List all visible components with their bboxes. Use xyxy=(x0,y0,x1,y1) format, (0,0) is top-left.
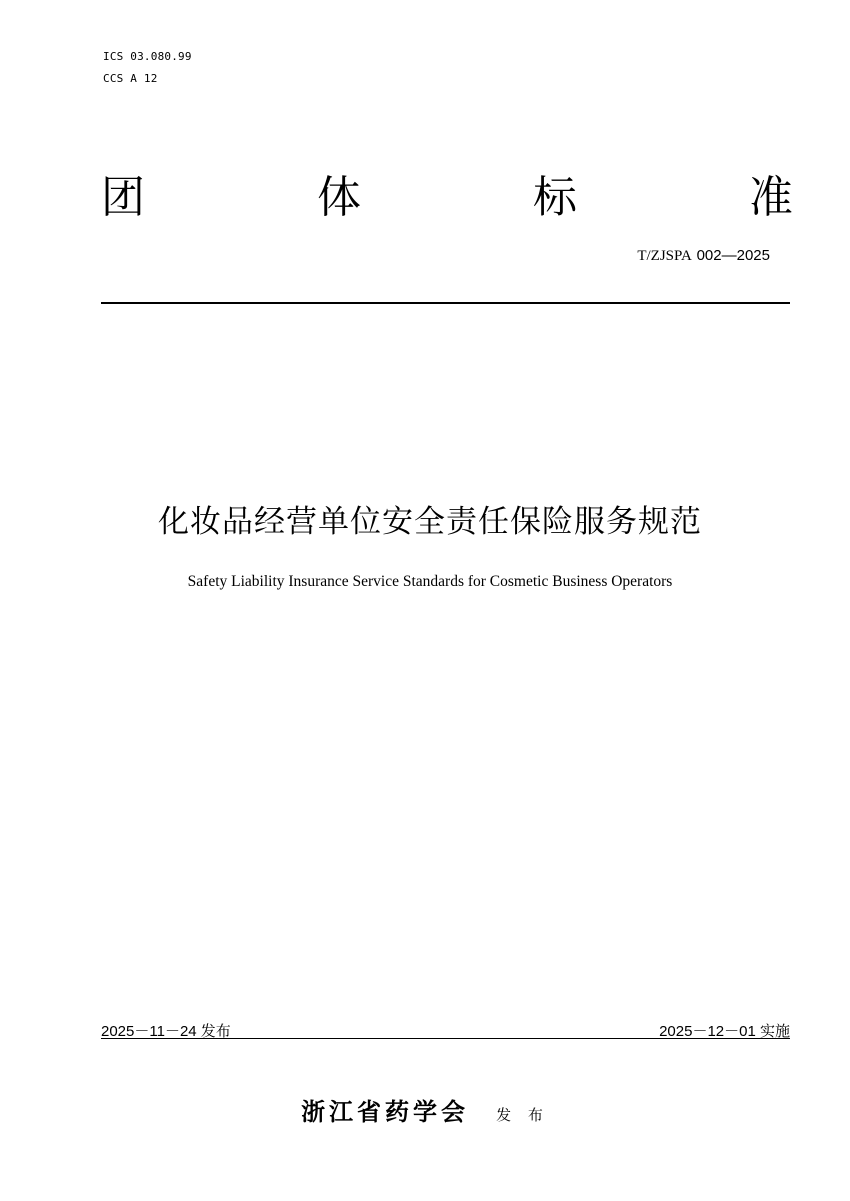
ccs-code: CCS A 12 xyxy=(103,72,158,85)
standard-number-prefix: T/ZJSPA xyxy=(637,248,692,264)
publisher-line xyxy=(0,1092,850,1127)
publisher-name: 浙江省药学会 xyxy=(301,1098,470,1126)
header-divider xyxy=(101,302,790,304)
standard-number xyxy=(637,246,770,265)
publish-label: 发 布 xyxy=(496,1106,549,1124)
ics-code: ICS 03.080.99 xyxy=(103,50,192,63)
standard-type-char: 团 xyxy=(101,172,145,223)
footer-divider xyxy=(101,1038,790,1039)
standard-type-char: 准 xyxy=(749,172,793,223)
standard-type-char: 标 xyxy=(533,172,577,223)
document-title-en: Safety Liability Insurance Service Standards for Cosmetic Business Operators xyxy=(187,573,673,590)
document-title-cn: 化妆品经营单位安全责任保险服务规范 xyxy=(158,504,702,540)
issue-date: 2025－11－24 发布 xyxy=(101,1023,231,1040)
standard-type-heading xyxy=(101,168,793,228)
implementation-date: 2025－12－01 实施 xyxy=(659,1023,790,1040)
standard-type-char: 体 xyxy=(317,172,361,223)
standard-number-value: 002—2025 xyxy=(696,247,770,264)
